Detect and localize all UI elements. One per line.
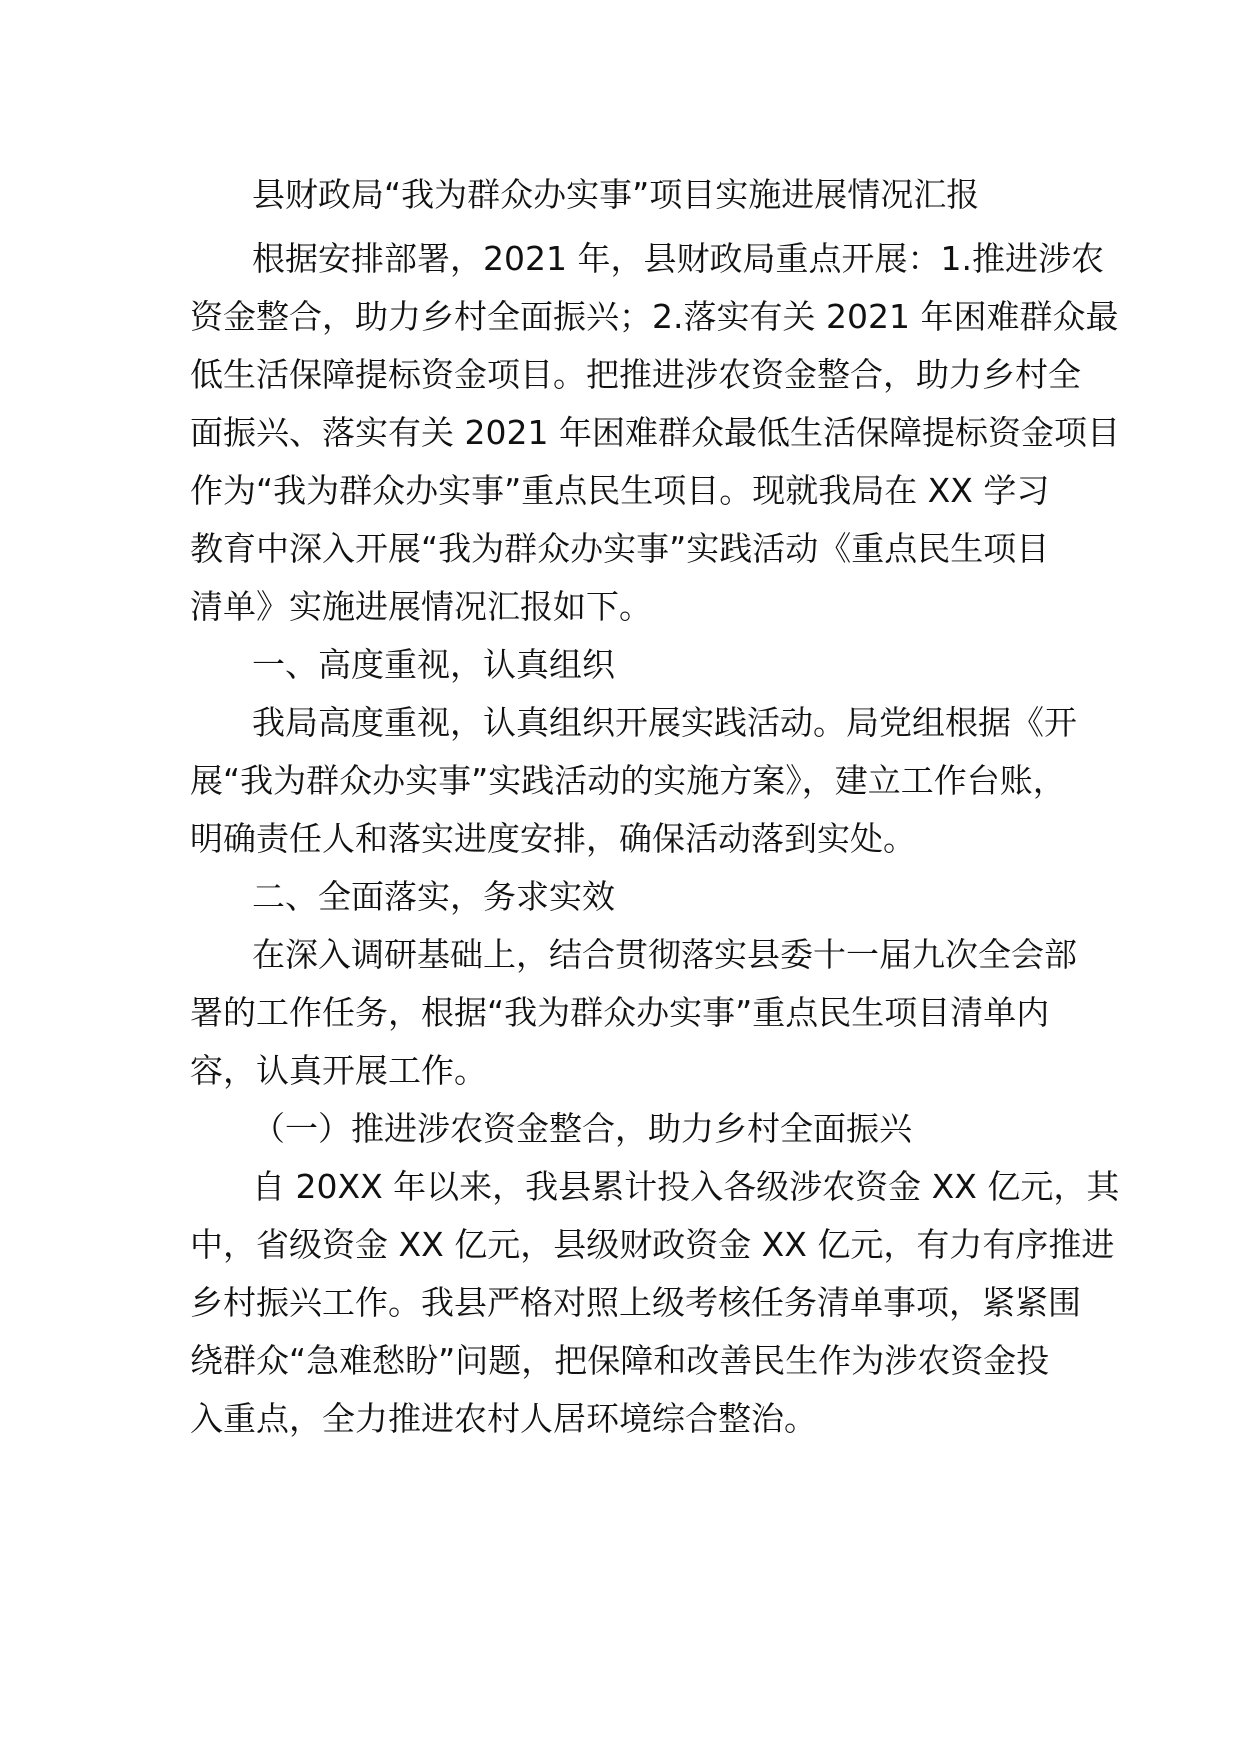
para2-line-1: 我局高度重视，认真组织开展实践活动。局党组根据《开 [252, 703, 1077, 742]
subsection-heading-1: （一）推进涉农资金整合，助力乡村全面振兴 [252, 1109, 912, 1148]
para1-line-6: 教育中深入开展“我为群众办实事”实践活动《重点民生项目 [190, 529, 1050, 568]
document-title: 县财政局“我为群众办实事”项目实施进展情况汇报 [252, 175, 980, 214]
para1-line-2: 资金整合，助力乡村全面振兴；2.落实有关 2021 年困难群众最 [190, 297, 1119, 336]
para1-line-3: 低生活保障提标资金项目。把推进涉农资金整合，助力乡村全 [190, 355, 1081, 394]
para3-line-2: 署的工作任务，根据“我为群众办实事”重点民生项目清单内 [190, 993, 1050, 1032]
para1-line-1: 根据安排部署，2021 年，县财政局重点开展：1.推进涉农 [252, 239, 1104, 278]
para2-line-3: 明确责任人和落实进度安排，确保活动落到实处。 [190, 819, 916, 858]
para4-line-4: 绕群众“急难愁盼”问题，把保障和改善民生作为涉农资金投 [190, 1341, 1050, 1380]
para1-line-5: 作为“我为群众办实事”重点民生项目。现就我局在 XX 学习 [190, 471, 1050, 510]
para1-line-7: 清单》实施进展情况汇报如下。 [190, 587, 652, 626]
section-heading-2: 二、全面落实，务求实效 [252, 877, 615, 916]
para1-line-4: 面振兴、落实有关 2021 年困难群众最低生活保障提标资金项目 [190, 413, 1120, 452]
para3-line-3: 容，认真开展工作。 [190, 1051, 487, 1090]
para2-line-2: 展“我为群众办实事”实践活动的实施方案》，建立工作台账， [190, 761, 1066, 800]
para4-line-1: 自 20XX 年以来，我县累计投入各级涉农资金 XX 亿元，其 [252, 1167, 1120, 1206]
para4-line-3: 乡村振兴工作。我县严格对照上级考核任务清单事项，紧紧围 [190, 1283, 1081, 1322]
para3-line-1: 在深入调研基础上，结合贯彻落实县委十一届九次全会部 [252, 935, 1077, 974]
para4-line-5: 入重点，全力推进农村人居环境综合整治。 [190, 1399, 817, 1438]
section-heading-1: 一、高度重视，认真组织 [252, 645, 615, 684]
para4-line-2: 中，省级资金 XX 亿元，县级财政资金 XX 亿元，有力有序推进 [190, 1225, 1115, 1264]
